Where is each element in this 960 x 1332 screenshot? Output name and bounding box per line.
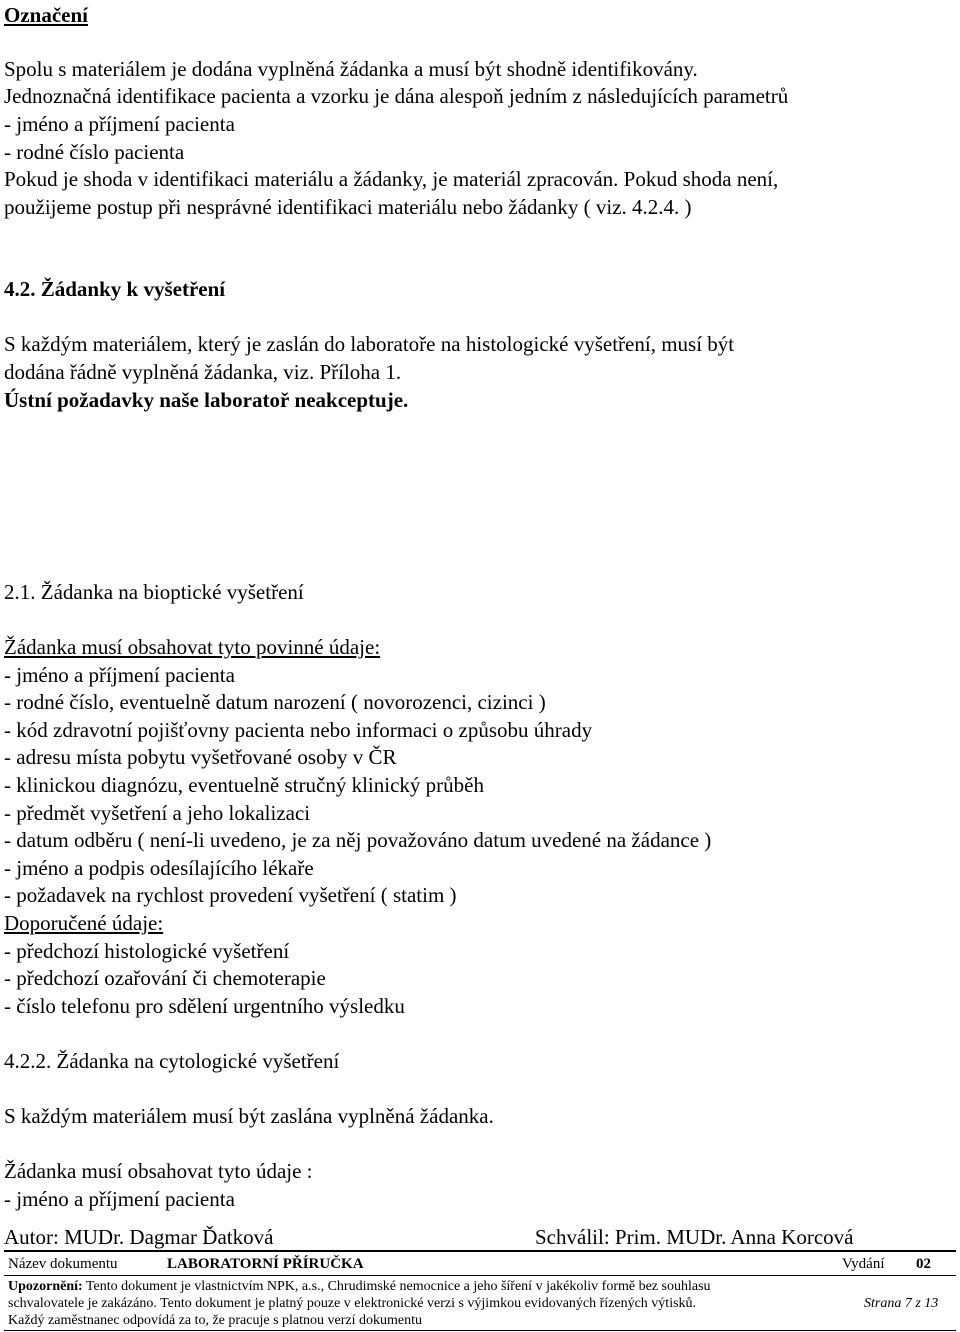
footer-divider	[4, 1330, 956, 1331]
list-item: - jméno a příjmení pacienta	[4, 1187, 235, 1211]
list-item: - požadavek na rychlost provedení vyšetření ( statim )	[4, 883, 457, 907]
recommended-heading: Doporučené údaje:	[4, 911, 164, 935]
list-item: - jméno a příjmení pacienta	[4, 112, 235, 136]
paragraph-line: Jednoznačná identifikace pacienta a vzorku je dána alespoň jedním z následujících parametrů	[4, 84, 789, 108]
footer-divider	[4, 1275, 956, 1276]
footer-divider	[4, 1250, 956, 1252]
notice-text: Každý zaměstnanec odpovídá za to, že pracuje s platnou verzí dokumentu	[8, 1313, 423, 1328]
page-number: Strana 7 z 13	[864, 1296, 939, 1311]
list-item: - klinickou diagnózu, eventuelně stručný klinický průběh	[4, 773, 484, 797]
paragraph-line: dodána řádně vyplněná žádanka, viz. Příloha 1.	[4, 360, 402, 384]
list-item: - jméno a příjmení pacienta	[4, 663, 235, 687]
list-item: - číslo telefonu pro sdělení urgentního výsledku	[4, 994, 405, 1018]
required-heading: Žádanka musí obsahovat tyto povinné údaje:	[4, 635, 381, 659]
heading-4-2: 4.2. Žádanky k vyšetření	[4, 277, 226, 301]
list-item: - předchozí histologické vyšetření	[4, 939, 290, 963]
footer-author: Autor: MUDr. Dagmar Ďatková	[4, 1225, 274, 1249]
edition-label: Vydání	[842, 1256, 885, 1272]
list-item: - rodné číslo pacienta	[4, 140, 185, 164]
paragraph-line: Pokud je shoda v identifikaci materiálu a žádanky, je materiál zpracován. Pokud shoda není,	[4, 167, 779, 191]
heading-oznaceni: Označení	[4, 3, 88, 27]
required-heading: Žádanka musí obsahovat tyto údaje :	[4, 1159, 313, 1183]
footer-approved: Schválil: Prim. MUDr. Anna Korcová	[535, 1225, 854, 1249]
footer-doc-row	[4, 1253, 956, 1275]
notice-text: Tento dokument je vlastnictvím NPK, a.s., Chrudimské nemocnice a jeho šíření v jakékoliv formě bez souhlasu	[82, 1279, 711, 1294]
list-item: - adresu místa pobytu vyšetřované osoby v ČR	[4, 745, 397, 769]
list-item: - datum odběru ( není-li uvedeno, je za něj považováno datum uvedené na žádance )	[4, 828, 712, 852]
doc-name: LABORATORNÍ PŘÍRUČKA	[167, 1256, 364, 1272]
paragraph-line: S každým materiálem musí být zaslána vyplněná žádanka.	[4, 1104, 494, 1128]
notice-label: Upozornění:	[8, 1279, 83, 1294]
heading-2-1: 2.1. Žádanka na bioptické vyšetření	[4, 580, 304, 604]
heading-4-2-2: 4.2.2. Žádanka na cytologické vyšetření	[4, 1049, 340, 1073]
list-item: - rodné číslo, eventuelně datum narození ( novorozenci, cizinci )	[4, 690, 546, 714]
paragraph-line: Spolu s materiálem je dodána vyplněná žádanka a musí být shodně identifikovány.	[4, 57, 698, 81]
paragraph-line: použijeme postup při nesprávné identifikaci materiálu nebo žádanky ( viz. 4.2.4. )	[4, 195, 692, 219]
notice-text: schvalovatele je zakázáno. Tento dokument je platný pouze v elektronické verzi s výjimkou evidovaných řízených výtisků.	[8, 1296, 697, 1311]
footer-notice	[4, 1278, 956, 1330]
doc-name-label: Název dokumentu	[8, 1256, 118, 1272]
list-item: - předmět vyšetření a jeho lokalizaci	[4, 801, 311, 825]
list-item: - jméno a podpis odesílajícího lékaře	[4, 856, 314, 880]
bold-note: Ústní požadavky naše laboratoř neakceptuje.	[4, 388, 409, 412]
edition-number: 02	[916, 1256, 931, 1272]
list-item: - kód zdravotní pojišťovny pacienta nebo informaci o způsobu úhrady	[4, 718, 593, 742]
paragraph-line: S každým materiálem, který je zaslán do laboratoře na histologické vyšetření, musí být	[4, 332, 735, 356]
list-item: - předchozí ozařování či chemoterapie	[4, 966, 326, 990]
